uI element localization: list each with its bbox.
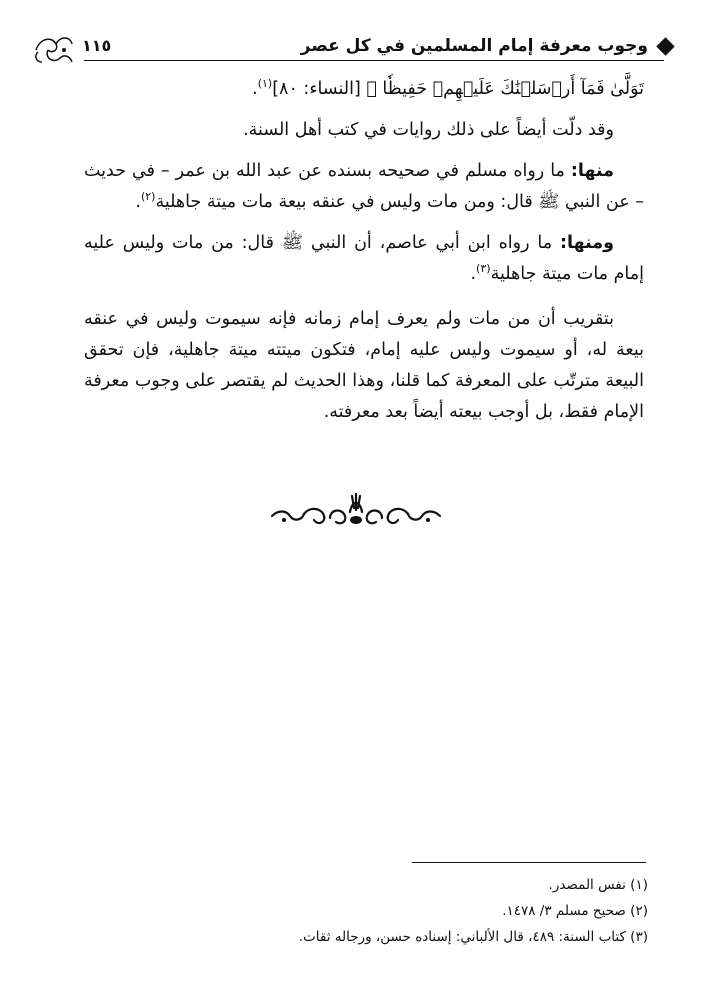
corner-ornament-icon	[30, 30, 78, 70]
narration-text-2: ما رواه ابن أبي عاصم، أن النبي ﷺ قال: من مات وليس عليه إمام مات ميتة جاهلية	[84, 233, 644, 284]
body-text	[84, 74, 644, 438]
paragraph-muslim-narration: منها: ما رواه مسلم في صحيحه بسنده عن عبد الله بن عمر – في حديث – عن النبي ﷺ قال: ومن مات وليس في عنقه بيعة مات ميتة جاهلية$^{(٢)}$.	[84, 161, 644, 212]
keyword-minha: منها:	[570, 161, 614, 181]
quran-verse: تَوَلَّىٰ فَمَآ أَرۡسَلۡنَٰكَ عَلَيۡهِمۡ حَفِيظٗا ﴾ [النساء: ٨٠]	[272, 79, 644, 99]
footnote-ref-1: (١)	[257, 77, 273, 91]
footnote-3: (٣) كتاب السنة: ٤٨٩، قال الألباني: إسناده حسن، ورجاله ثقات.	[298, 929, 648, 945]
diamond-icon	[656, 37, 674, 55]
keyword-waminha: ومنها:	[560, 233, 614, 253]
paragraph-ibn-abi-asim-narration: ومنها: ما رواه ابن أبي عاصم، أن النبي ﷺ قال: من مات وليس عليه إمام مات ميتة جاهلية$^{(٣)}$.	[84, 233, 644, 284]
page-number: ١١٥	[82, 36, 112, 55]
footnote-separator	[412, 862, 646, 863]
footnotes	[100, 872, 648, 950]
paragraph-intro: وقد دلّت أيضاً على ذلك روايات في كتب أهل السنة.	[243, 120, 614, 140]
footnote-2: (٢) صحيح مسلم ٣/ ١٤٧٨.	[502, 903, 648, 919]
header-rule	[84, 60, 664, 61]
footnote-ref-3: (٣)	[476, 262, 491, 276]
footnote-1: (١) نفس المصدر.	[548, 877, 648, 893]
section-divider-ornament-icon	[270, 490, 442, 532]
running-header	[24, 30, 674, 64]
paragraph-explanation: بتقريب أن من مات ولم يعرف إمام زمانه فإنه سيموت وليس في عنقه بيعة له، أو سيموت وليس عليه إمام، فتكون ميتته ميتة جاهلية، فإن تحقق البيعة مترتّب على المعرفة كما قلنا، وهذا الحديث لم يقتصر على وجوب معرفة الإمام فقط، بل أوجب بيعته أيضاً بعد معرفته.	[84, 309, 644, 422]
paragraph-quran-verse: تَوَلَّىٰ فَمَآ أَرۡسَلۡنَٰكَ عَلَيۡهِمۡ حَفِيظٗا ﴾ [النساء: ٨٠]$^{(١)}$.	[252, 77, 644, 99]
narration-text-1: ما رواه مسلم في صحيحه بسنده عن عبد الله بن عمر – في حديث – عن النبي ﷺ قال: ومن مات وليس في عنقه بيعة مات ميتة جاهلية	[84, 161, 644, 212]
footnote-ref-2: (٢)	[140, 190, 156, 204]
header-title: وجوب معرفة إمام المسلمين في كل عصر	[300, 36, 648, 56]
